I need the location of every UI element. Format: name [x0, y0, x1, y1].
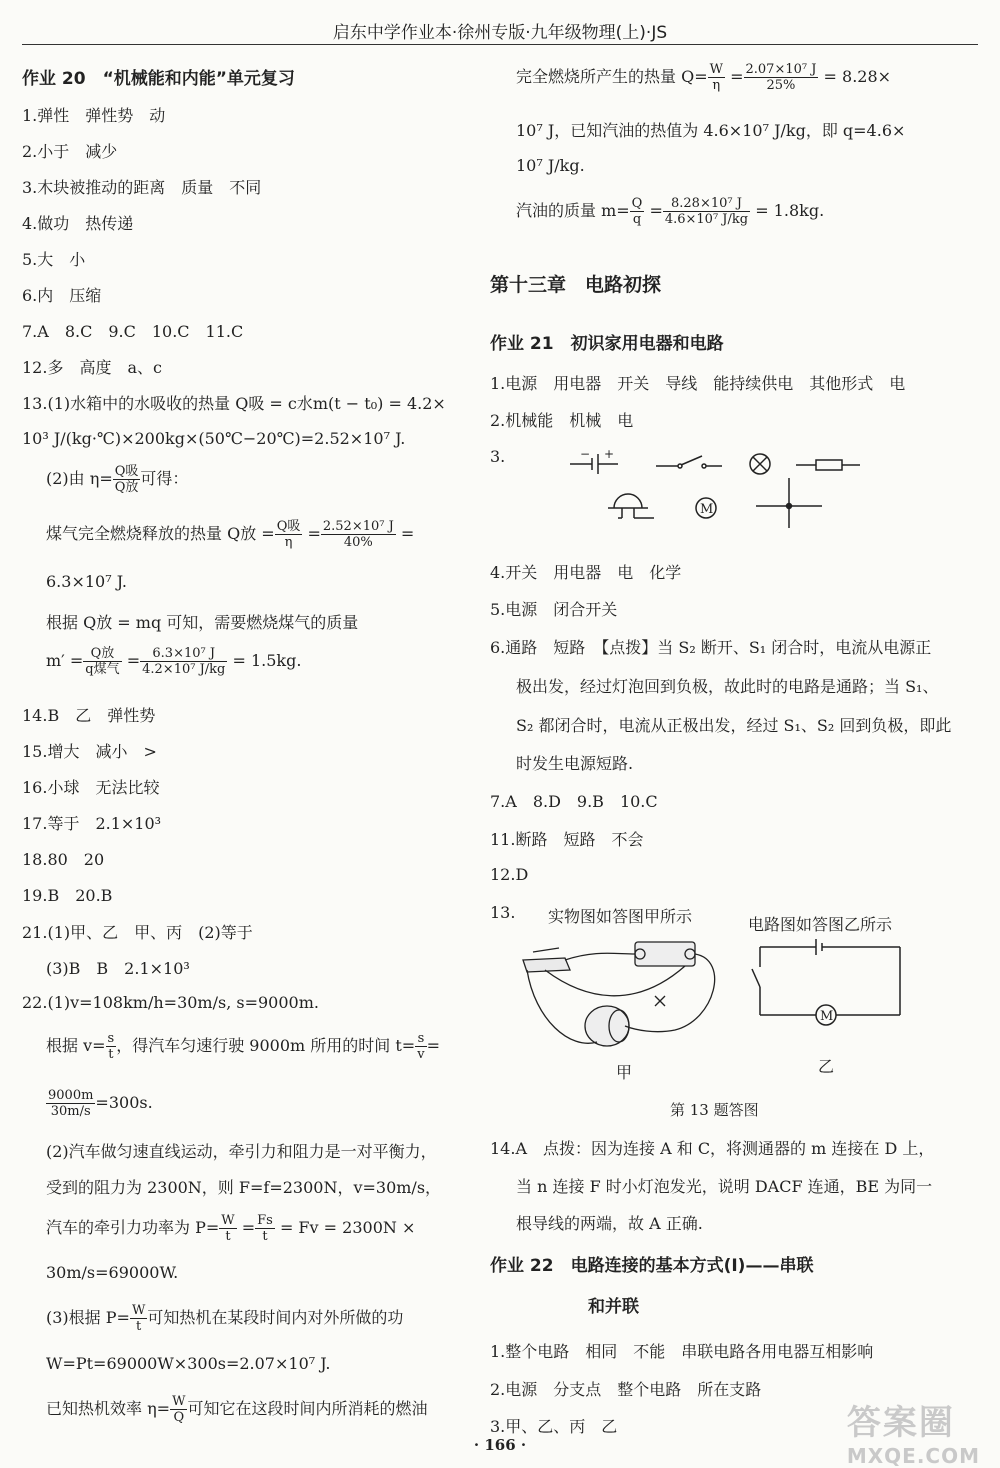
lamp-symbol	[750, 454, 770, 474]
switch-symbol	[656, 456, 722, 468]
answer-line: 1.电源 用电器 开关 导线 能持续供电 其他形式 电	[490, 374, 906, 393]
fraction: $\frac{\text{8.28×10⁷ J}}{\text{4.6×10⁷ J/kg}}$	[664, 196, 749, 227]
answer-line: 18.80 20	[22, 850, 105, 869]
answer-line: 根导线的两端，故 A 正确.	[516, 1214, 703, 1233]
fraction: $\frac{Q}{q}$	[631, 196, 643, 227]
running-header: 启东中学作业本·徐州专版·九年级物理(上)·JS	[332, 23, 668, 43]
formula-line: m′ = $\frac{\text{Q放}}{\text{q煤气}}$ = $\frac{\text{6.3×10⁷ J}}{\text{4.2×10⁷ J/kg}}$ = 1.5kg.	[46, 646, 302, 677]
formula-line: 完全燃烧所产生的热量 Q= $\frac{W}{\eta}$ = $\frac{\text{2.07×10⁷ J}}{25\%}$ = 8.28×	[516, 62, 892, 93]
minus-sign: −	[580, 447, 591, 461]
plus-sign: +	[604, 447, 615, 461]
answer-line: 2.电源 分支点 整个电路 所在支路	[490, 1380, 762, 1399]
answer-line: 1.弹性 弹性势 动	[22, 106, 166, 125]
switch-base	[523, 958, 570, 972]
answer-line: 6.3×10⁷ J.	[46, 572, 127, 591]
answer-line: 2.小于 减少	[22, 142, 118, 161]
answer-line: 11.断路 短路 不会	[490, 830, 644, 849]
section-title-21: 作业 21 初识家用电器和电路	[490, 334, 724, 354]
formula-line: 已知热机效率 η= $\frac{W}{Q}$ 可知它在这段时间内所消耗的燃油	[46, 1394, 428, 1425]
page-number: · 166 ·	[473, 1436, 527, 1454]
answer-line: 受到的阻力为 2300N，则 F=f=2300N，v=30m/s，	[46, 1178, 442, 1197]
answer-line: 13.	[490, 903, 516, 922]
figure-jia-wiring	[515, 930, 730, 1060]
fraction: $\frac{W}{t}$	[131, 1303, 146, 1334]
answer-line: 当 n 连接 F 时小灯泡发光，说明 DACF 连通，BE 为同一	[516, 1177, 933, 1196]
answer-line: 3.甲、乙、丙 乙	[490, 1417, 618, 1436]
answer-line: 1.整个电路 相同 不能 串联电路各用电器互相影响	[490, 1342, 874, 1361]
answer-line: 12.D	[490, 865, 529, 884]
answer-line: 13.(1)水箱中的水吸收的热量 Q吸 = c水m(t − t₀) = 4.2×	[22, 394, 446, 413]
answer-line: 7.A 8.D 9.B 10.C	[490, 792, 658, 811]
answer-line: 21.(1)甲、乙 甲、丙 (2)等于	[22, 923, 253, 942]
answer-line: 14.B 乙 弹性势	[22, 706, 156, 725]
battery-holder	[635, 942, 695, 966]
formula-line: $\frac{9000m}{30m/s}$ =300s.	[48, 1088, 153, 1119]
formula-line: 汽油的质量 m= $\frac{Q}{q}$ = $\frac{\text{8.28×10⁷ J}}{\text{4.6×10⁷ J/kg}}$ = 1.8kg.	[516, 196, 825, 227]
answer-line: 5.大 小	[22, 250, 86, 269]
answer-line: 极出发，经过灯泡回到负极，故此时的电路是通路；当 S₁、	[516, 677, 939, 696]
fraction: $\frac{9000m}{30m/s}$	[48, 1088, 94, 1119]
answer-line: 16.小球 无法比较	[22, 778, 160, 797]
fraction: $\frac{\text{Q吸}}{\eta}$	[276, 519, 301, 550]
header-rule	[22, 44, 978, 45]
answer-line: 6.内 压缩	[22, 286, 102, 305]
fraction: $\frac{W}{t}$	[221, 1213, 235, 1244]
switch-knife	[533, 948, 559, 952]
wire	[565, 953, 635, 960]
formula-line: (2)由 η= $\frac{\text{Q吸}}{\text{Q放}}$ 可得：	[46, 464, 189, 495]
answer-line: 5.电源 闭合开关	[490, 600, 618, 619]
fraction: $\frac{\text{Q吸}}{\text{Q放}}$	[114, 464, 139, 495]
fraction: $\frac{\text{Q放}}{\text{q煤气}}$	[85, 646, 120, 677]
fraction: $\frac{Fs}{t}$	[257, 1213, 273, 1244]
answer-line: 14.A 点拨：因为连接 A 和 C，将测通器的 m 连接在 D 上，	[490, 1139, 935, 1158]
answer-line: 10³ J/(kg·℃)×200kg×(50℃−20℃)=2.52×10⁷ J.	[22, 429, 406, 448]
figure-caption: 第 13 题答图	[670, 1101, 759, 1119]
answer-line: 10⁷ J，已知汽油的热值为 4.6×10⁷ J/kg，即 q=4.6×	[516, 121, 906, 140]
fraction: $\frac{s}{v}$	[417, 1031, 425, 1062]
answer-line: 12.多 高度 a、c	[22, 358, 162, 377]
answer-line: 10⁷ J/kg.	[516, 156, 585, 175]
motor-label: M	[820, 1009, 834, 1024]
answer-line: 19.B 20.B	[22, 886, 113, 905]
answer-line: 4.开关 用电器 电 化学	[490, 563, 682, 582]
fraction: $\frac{\text{2.52×10⁷ J}}{40\%}$	[322, 519, 394, 550]
fraction: $\frac{\text{2.07×10⁷ J}}{25\%}$	[745, 62, 817, 93]
answer-line: 3.	[490, 447, 506, 466]
figure-label-yi-desc: 电路图如答图乙所示	[748, 915, 893, 934]
watermark-logo: 答案圈 MXQE.COM	[846, 1403, 980, 1468]
wire-junction-symbol	[756, 478, 822, 528]
circuit-symbols	[560, 448, 870, 528]
section-title-22: 作业 22 电路连接的基本方式(Ⅰ)——串联	[490, 1256, 814, 1276]
answer-line: 时发生电源短路.	[516, 754, 634, 773]
formula-line: 煤气完全燃烧释放的热量 Q放 = $\frac{\text{Q吸}}{\eta}$ = $\frac{\text{2.52×10⁷ J}}{40\%}$ =	[46, 519, 415, 550]
section-title-20: 作业 20 “机械能和内能”单元复习	[22, 69, 295, 89]
figure-yi-label: 乙	[818, 1057, 835, 1076]
formula-line: (3)根据 P= $\frac{W}{t}$ 可知热机在某段时间内对外所做的功	[46, 1303, 404, 1334]
fraction: $\frac{s}{t}$	[107, 1031, 115, 1062]
answer-line: 30m/s=69000W.	[46, 1263, 179, 1282]
figure-label-jia-desc: 实物图如答图甲所示	[548, 907, 693, 926]
resistor-symbol	[796, 460, 860, 470]
formula-line: 汽车的牵引力功率为 P= $\frac{W}{t}$ = $\frac{Fs}{t}$ = Fv = 2300N ×	[46, 1213, 416, 1244]
answer-line: 7.A 8.C 9.C 10.C 11.C	[22, 322, 244, 341]
section-title-22-cont: 和并联	[588, 1297, 639, 1317]
answer-line: (2)汽车做匀速直线运动，牵引力和阻力是一对平衡力，	[46, 1142, 437, 1161]
bell-symbol	[608, 494, 654, 518]
fraction: $\frac{W}{Q}$	[172, 1394, 186, 1425]
answer-line: 22.(1)v=108km/h=30m/s, s=9000m.	[22, 993, 319, 1012]
fraction: $\frac{W}{\eta}$	[709, 62, 723, 93]
answer-line: 2.机械能 机械 电	[490, 411, 634, 430]
answer-line: 3.木块被推动的距离 质量 不同	[22, 178, 262, 197]
answer-line: W=Pt=69000W×300s=2.07×10⁷ J.	[46, 1354, 331, 1373]
fraction: $\frac{\text{6.3×10⁷ J}}{\text{4.2×10⁷ J/kg}}$	[142, 646, 226, 677]
answer-line: 4.做功 热传递	[22, 214, 134, 233]
motor-label: M	[700, 502, 714, 517]
figure-yi-circuit	[750, 935, 910, 1045]
answer-line: 根据 Q放 = mq 可知，需要燃烧煤气的质量	[46, 613, 359, 632]
answer-line: 15.增大 减小 >	[22, 742, 157, 761]
chapter-title: 第十三章 电路初探	[490, 274, 662, 296]
motor-body	[585, 1006, 629, 1046]
answer-line: 6.通路 短路 【点拨】当 S₂ 断开、S₁ 闭合时，电流从电源正	[490, 638, 932, 657]
answer-line: 17.等于 2.1×10³	[22, 814, 162, 833]
answer-line: (3)B B 2.1×10³	[46, 959, 190, 978]
figure-jia-label: 甲	[616, 1063, 633, 1082]
formula-line: 根据 v= $\frac{s}{t}$ ，得汽车匀速行驶 9000m 所用的时间 t= $\frac{s}{v}$ =	[46, 1031, 440, 1062]
answer-line: S₂ 都闭合时，电流从正极出发，经过 S₁、S₂ 回到负极，即此	[516, 716, 952, 735]
